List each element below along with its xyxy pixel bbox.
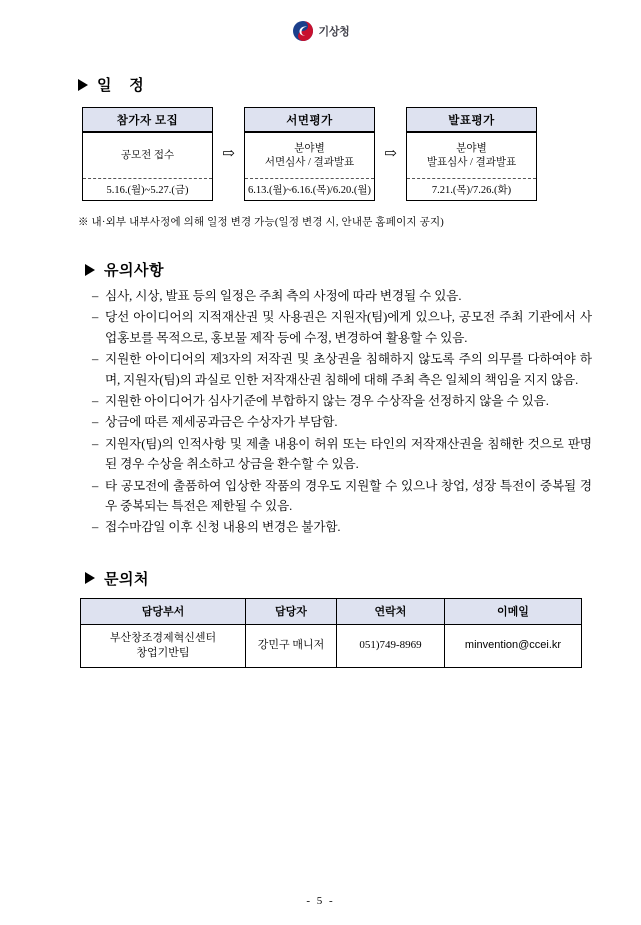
schedule-heading-label: 일 정 (97, 78, 151, 94)
dash-bullet: – (92, 415, 99, 430)
list-item-text: 타 공모전에 출품하여 입상한 작품의 경우도 지원할 수 있으나 창업, 성장 특전이 중복될 경우 중복되는 특전은 제한될 수 있음. (105, 478, 592, 513)
column-header-tel: 연락처 (337, 598, 445, 624)
list-item-text: 지원한 아이디어의 제3자의 저작권 및 초상권을 침해하지 않도록 주의 의무를 다하여야 하며, 지원자(팀)의 과실로 인한 저작재산권 침해에 대해 주최 측은 일체의 책임을 지지 않음. (105, 352, 592, 387)
cell-dept-line2: 창업기반팀 (136, 646, 190, 659)
notice-list (92, 286, 592, 538)
schedule-step-1-title: 참가자 모집 (83, 108, 212, 133)
schedule-step-3 (406, 107, 537, 201)
contact-table (80, 598, 582, 668)
list-item-text: 심사, 시상, 발표 등의 일정은 주최 측의 사정에 따라 변경될 수 있음. (105, 289, 462, 303)
schedule-step-3-body-line1: 분야별 (456, 142, 487, 154)
cell-person: 강민구 매니저 (246, 624, 337, 667)
dash-bullet: – (92, 393, 99, 408)
triangle-bullet-icon (85, 264, 95, 276)
dash-bullet: – (92, 436, 99, 451)
page-number: - 5 - (306, 895, 335, 907)
cell-dept-line1: 부산창조경제혁신센터 (109, 631, 217, 644)
document-header (0, 0, 641, 62)
schedule-step-1 (82, 107, 213, 201)
list-item (92, 476, 592, 517)
list-item (92, 391, 592, 411)
dash-bullet: – (92, 352, 99, 367)
dash-bullet: – (92, 289, 99, 303)
schedule-step-2-title: 서면평가 (245, 108, 374, 133)
list-item (92, 349, 592, 390)
triangle-bullet-icon (85, 572, 95, 584)
list-item (92, 307, 592, 348)
schedule-flow (82, 107, 641, 201)
schedule-step-2 (244, 107, 375, 201)
triangle-bullet-icon (78, 79, 88, 91)
schedule-step-3-body-line2: 발표심사 / 결과발표 (426, 157, 517, 168)
list-item (92, 517, 592, 537)
kma-logo (292, 20, 350, 42)
dash-bullet: – (92, 310, 99, 325)
schedule-step-1-body-line: 공모전 접수 (120, 149, 175, 161)
column-header-email: 이메일 (445, 598, 582, 624)
flow-arrow-1-icon: ⇨ (222, 145, 235, 162)
contact-heading (85, 568, 641, 589)
schedule-step-2-body-line1: 분야별 (294, 142, 325, 154)
schedule-note: ※ 내·외부 내부사정에 의해 일정 변경 가능(일정 변경 시, 안내문 홈페이지 공지) (78, 217, 444, 228)
list-item-text: 접수마감일 이후 신청 내용의 변경은 불가함. (105, 520, 341, 535)
column-header-person: 담당자 (246, 598, 337, 624)
list-item-text: 당선 아이디어의 지적재산권 및 사용권은 지원자(팀)에게 있으나, 공모전 주최 기관에서 사업홍보를 목적으로, 홍보물 제작 등에 수정, 변경하여 활용할 수 있음. (105, 310, 592, 345)
table-header-row (81, 598, 582, 624)
kma-taegeuk-logo-icon (292, 20, 314, 42)
kma-logo-text: 기상청 (318, 26, 350, 38)
flow-arrow-2-icon: ⇨ (384, 145, 397, 162)
notice-heading (85, 259, 641, 280)
list-item-text: 지원한 아이디어가 심사기준에 부합하지 않는 경우 수상작을 선정하지 않을 수 있음. (105, 393, 549, 408)
cell-dept (81, 624, 246, 667)
contact-heading-label: 문의처 (104, 571, 149, 588)
column-header-dept: 담당부서 (81, 598, 246, 624)
dash-bullet: – (92, 520, 99, 535)
list-item (92, 286, 592, 306)
table-row (81, 624, 582, 667)
list-item-text: 지원자(팀)의 인적사항 및 제출 내용이 허위 또는 타인의 저작재산권을 침해한 것으로 판명된 경우 수상을 취소하고 상금을 환수할 수 있음. (105, 436, 592, 472)
cell-email: minvention@ccei.kr (445, 624, 582, 667)
list-item (92, 434, 592, 475)
cell-tel: 051)749-8969 (337, 624, 445, 667)
schedule-step-1-body (83, 133, 212, 178)
notice-heading-label: 유의사항 (104, 263, 164, 279)
schedule-step-2-body (245, 133, 374, 178)
schedule-step-2-body-line2: 서면심사 / 결과발표 (264, 157, 355, 168)
list-item (92, 412, 592, 432)
schedule-step-3-date: 7.21.(목)/7.26.(화) (407, 178, 536, 200)
dash-bullet: – (92, 478, 99, 493)
schedule-step-2-date: 6.13.(월)~6.16.(목)/6.20.(월) (245, 178, 374, 200)
schedule-step-3-title: 발표평가 (407, 108, 536, 133)
schedule-heading (78, 74, 641, 95)
schedule-step-1-date: 5.16.(월)~5.27.(금) (83, 178, 212, 200)
schedule-step-3-body (407, 133, 536, 178)
list-item-text: 상금에 따른 제세공과금은 수상자가 부담함. (105, 415, 338, 430)
